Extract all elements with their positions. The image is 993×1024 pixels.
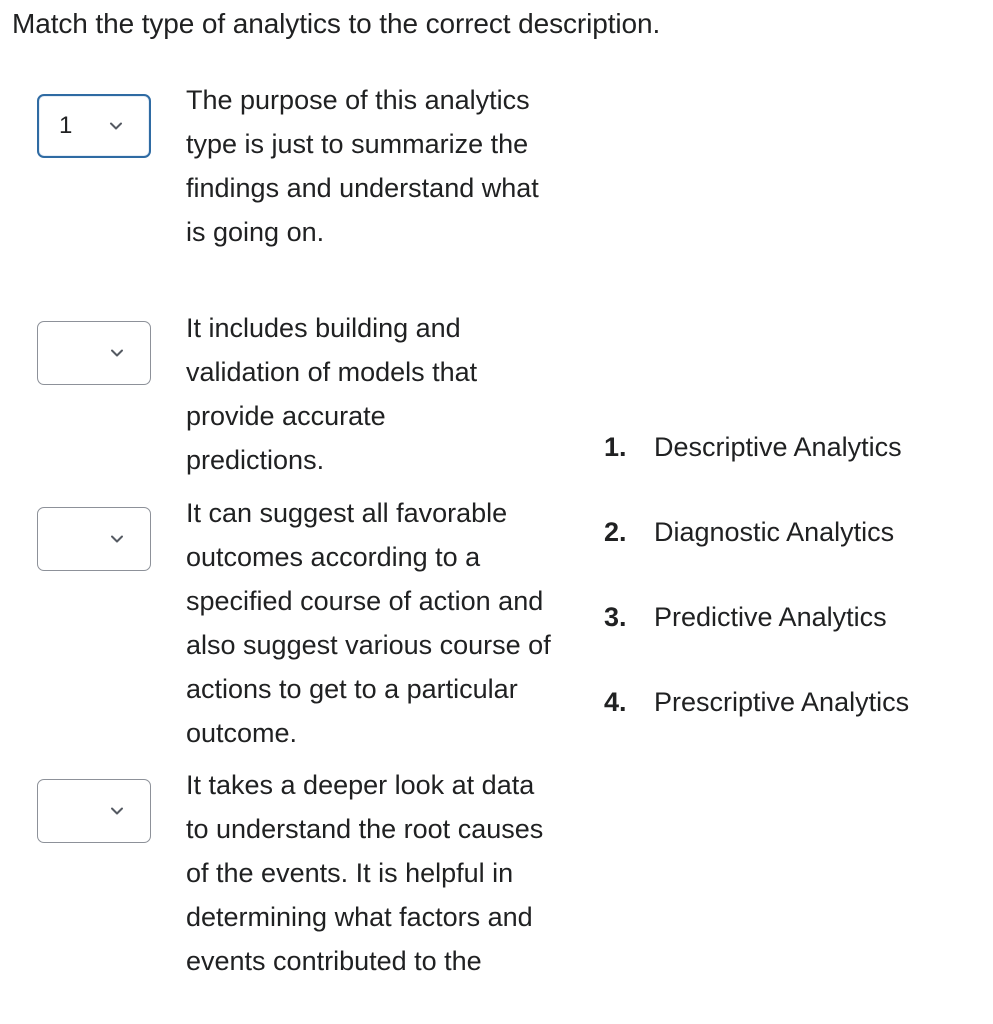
- answer-option-label: Prescriptive Analytics: [654, 687, 910, 717]
- answer-option-number: 2.: [604, 517, 627, 547]
- answer-option-1: [604, 424, 909, 509]
- chevron-down-icon: [109, 531, 125, 547]
- match-description-1: The purpose of this analytics type is just to summarize the findings and understand what is going on.: [186, 85, 539, 247]
- answer-option-2: [604, 509, 909, 594]
- chevron-down-icon: [109, 803, 125, 819]
- answer-option-4: [604, 679, 909, 764]
- answer-option-number: 4.: [604, 687, 627, 717]
- answer-option-3: [604, 594, 909, 679]
- answer-option-label: Descriptive Analytics: [654, 432, 902, 462]
- match-select-3[interactable]: [37, 507, 151, 571]
- match-select-2[interactable]: [37, 321, 151, 385]
- match-select-1[interactable]: [37, 94, 151, 158]
- answer-option-label: Predictive Analytics: [654, 602, 887, 632]
- answer-option-number: 1.: [604, 432, 627, 462]
- answer-option-number: 3.: [604, 602, 627, 632]
- match-description-2: It includes building and validation of models that provide accurate predictions.: [186, 313, 478, 475]
- answer-options-list: [604, 424, 909, 764]
- match-select-4[interactable]: [37, 779, 151, 843]
- match-description-4: It takes a deeper look at data to understand the root causes of the events. It is helpful in determining what factors and events contributed to the: [186, 770, 544, 976]
- chevron-down-icon: [108, 118, 124, 134]
- question-text: Match the type of analytics to the correct description.: [12, 8, 661, 39]
- match-description-3: It can suggest all favorable outcomes according to a specified course of action and also suggest various course of actions to get to a particular outcome.: [186, 498, 551, 748]
- answer-option-label: Diagnostic Analytics: [654, 517, 895, 547]
- match-select-1-value: 1: [59, 112, 73, 139]
- chevron-down-icon: [109, 345, 125, 361]
